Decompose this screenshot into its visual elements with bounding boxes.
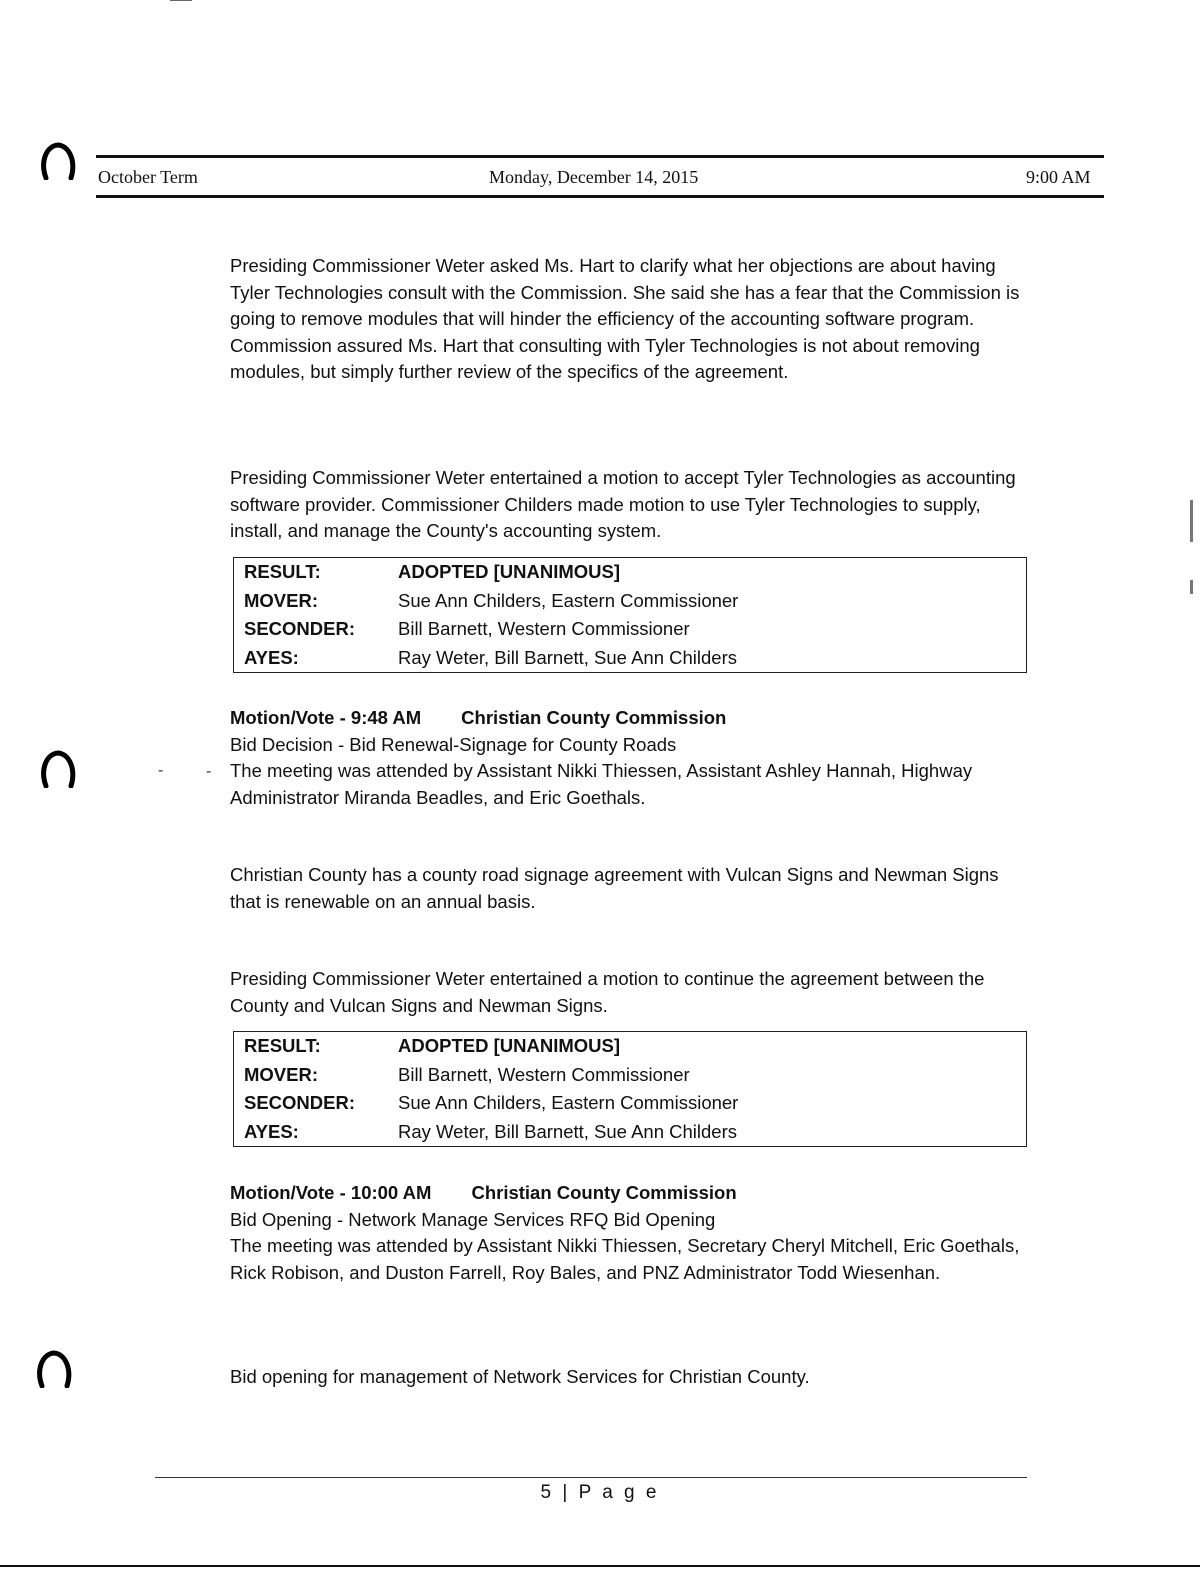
- paragraph: [230, 1364, 1030, 1391]
- punch-hole-icon: [34, 1348, 74, 1388]
- vote-row-ayes: [234, 644, 1026, 673]
- motion-heading: [230, 705, 1030, 732]
- scan-mark: [1190, 580, 1193, 594]
- vote-label: MOVER:: [244, 1063, 318, 1085]
- vote-label: RESULT:: [244, 1035, 321, 1056]
- vote-ayes: Ray Weter, Bill Barnett, Sue Ann Childers: [398, 1120, 737, 1142]
- motion-attendees: The meeting was attended by Assistant Nikki Thiessen, Secretary Cheryl Mitchell, Eric Goethals, Rick Robison, and Duston Farrell, Roy Bales, and PNZ Administrator Todd Wiesenhan.: [230, 1235, 1020, 1283]
- vote-result-table: [233, 1031, 1027, 1147]
- motion-section: [230, 1180, 1030, 1286]
- motion-attendees: The meeting was attended by Assistant Nikki Thiessen, Assistant Ashley Hannah, Highway Administrator Miranda Beadles, and Eric Goethals.: [230, 760, 973, 808]
- scan-mark: [1190, 500, 1193, 542]
- vote-row-seconder: [234, 615, 1026, 644]
- punch-hole-icon: [38, 140, 78, 180]
- scan-mark: -: [158, 762, 164, 779]
- header-term: October Term: [98, 167, 198, 187]
- vote-label: MOVER:: [244, 589, 318, 611]
- vote-seconder: Sue Ann Childers, Eastern Commissioner: [398, 1092, 739, 1113]
- header-bottom-rule: [96, 195, 1104, 198]
- header-time: 9:00 AM: [1026, 167, 1091, 187]
- vote-label: RESULT:: [244, 561, 321, 582]
- vote-result: ADOPTED [UNANIMOUS]: [398, 1035, 620, 1056]
- footer-rule: [155, 1477, 1027, 1478]
- vote-seconder: Bill Barnett, Western Commissioner: [398, 618, 690, 639]
- vote-row-result: [234, 1032, 1026, 1061]
- page-number: 5 | P a g e: [540, 1482, 660, 1503]
- vote-label: AYES:: [244, 646, 299, 668]
- vote-result-table: [233, 557, 1027, 673]
- punch-hole-icon: [38, 748, 78, 788]
- scan-mark: -: [206, 763, 212, 780]
- motion-label: Motion/Vote - 10:00 AM: [230, 1182, 432, 1203]
- header-top-rule: [96, 155, 1104, 158]
- vote-label: SECONDER:: [244, 618, 356, 639]
- paragraph: [230, 966, 1030, 1019]
- vote-row-mover: [234, 1061, 1026, 1090]
- motion-body: Christian County Commission: [461, 707, 727, 728]
- vote-ayes: Ray Weter, Bill Barnett, Sue Ann Childers: [398, 646, 737, 668]
- vote-row-mover: [234, 587, 1026, 616]
- motion-subject: Bid Decision - Bid Renewal-Signage for County Roads: [230, 733, 677, 755]
- paragraph-text: Presiding Commissioner Weter entertained a motion to continue the agreement between the County and Vulcan Signs and Newman Signs.: [230, 968, 985, 1016]
- paragraph-text: Bid opening for management of Network Services for Christian County.: [230, 1366, 810, 1387]
- scan-edge: [0, 1565, 1200, 1567]
- motion-subject: Bid Opening - Network Manage Services RFQ Bid Opening: [230, 1208, 716, 1230]
- paragraph-text: Presiding Commissioner Weter asked Ms. Hart to clarify what her objections are about having Tyler Technologies consult with the Commission. She said she has a fear that the Commission is going to remove modules that will hinder the efficiency of the accounting software program. Commission assured Ms. Hart that consulting with Tyler Technologies is not about removing modules, but simply further review of the specifics of the agreement.: [230, 255, 1020, 383]
- motion-label: Motion/Vote - 9:48 AM: [230, 707, 422, 728]
- motion-body: Christian County Commission: [471, 1182, 737, 1203]
- scan-mark: [170, 0, 192, 1]
- paragraph: [230, 465, 1030, 545]
- vote-label: SECONDER:: [244, 1092, 356, 1113]
- paragraph: [230, 253, 1030, 386]
- vote-row-result: [234, 558, 1026, 587]
- motion-section: [230, 705, 1030, 811]
- header-date: Monday, December 14, 2015: [489, 167, 699, 187]
- vote-row-ayes: [234, 1118, 1026, 1147]
- vote-mover: Bill Barnett, Western Commissioner: [398, 1063, 690, 1085]
- motion-heading: [230, 1180, 1030, 1207]
- vote-result: ADOPTED [UNANIMOUS]: [398, 561, 620, 582]
- paragraph: [230, 862, 1030, 915]
- paragraph-text: Christian County has a county road signage agreement with Vulcan Signs and Newman Signs that is renewable on an annual basis.: [230, 864, 999, 912]
- paragraph-text: Presiding Commissioner Weter entertained a motion to accept Tyler Technologies as accounting software provider. Commissioner Childers made motion to use Tyler Technologies to supply, install, and manage the County's accounting system.: [230, 467, 1016, 542]
- vote-mover: Sue Ann Childers, Eastern Commissioner: [398, 589, 739, 611]
- vote-label: AYES:: [244, 1120, 299, 1142]
- vote-row-seconder: [234, 1089, 1026, 1118]
